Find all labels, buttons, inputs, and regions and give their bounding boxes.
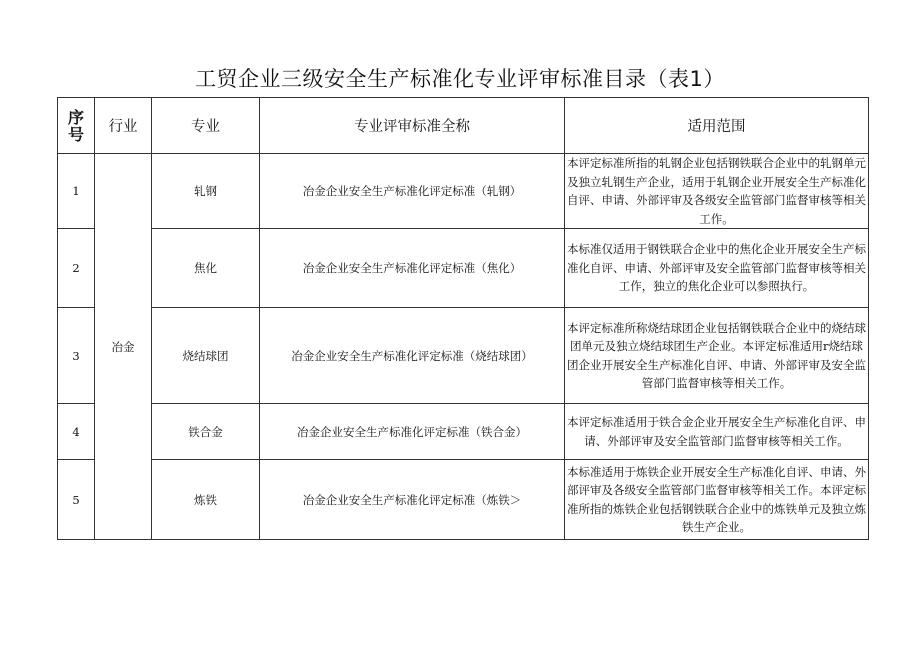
header-standard: 专业评审标准全称	[260, 98, 565, 154]
header-scope: 适用范围	[565, 98, 869, 154]
scope-cell: 本标准仅适用于钢铁联合企业中的焦化企业开展安全生产标准化自评、申请、外部评审及安全监管部门监督审核等相关工作，独立的焦化企业可以参照执行。	[565, 229, 869, 308]
standards-table	[57, 97, 869, 540]
header-specialty: 专业	[152, 98, 260, 154]
scope-cell: 本评定标准适用于铁合金企业开展安全生产标准化自评、申请、外部评审及安全监管部门监督审核等相关工作。	[565, 404, 869, 460]
specialty-cell: 铁合金	[152, 404, 260, 460]
header-industry: 行业	[95, 98, 152, 154]
row-number: 1	[58, 154, 95, 229]
standard-name-cell: 冶金企业安全生产标准化评定标准（轧钢）	[260, 154, 565, 229]
standard-name-cell: 冶金企业安全生产标准化评定标准（焦化）	[260, 229, 565, 308]
table-row	[58, 229, 869, 308]
table-row	[58, 308, 869, 404]
industry-cell: 冶金	[95, 154, 152, 540]
specialty-cell: 烧结球团	[152, 308, 260, 404]
row-number: 5	[58, 460, 95, 540]
row-number: 2	[58, 229, 95, 308]
table-header-row	[58, 98, 869, 154]
standard-name-cell: 冶金企业安全生产标准化评定标准（烧结球团）	[260, 308, 565, 404]
table-row	[58, 460, 869, 540]
header-no	[58, 98, 95, 154]
specialty-cell: 炼铁	[152, 460, 260, 540]
row-number: 4	[58, 404, 95, 460]
row-number: 3	[58, 308, 95, 404]
scope-cell: 本评定标准所称烧结球团企业包括钢铁联合企业中的烧结球团单元及独立烧结球团生产企业。本评定标准适用r烧结球团企业开展安全生产标准化自评、申请、外部评审及安全监管部门监督审核等相关工作。	[565, 308, 869, 404]
scope-cell: 本评定标准所指的轧钢企业包括钢铁联合企业中的轧钢单元及独立轧钢生产企业，适用于轧钢企业开展安全生产标准化自评、申请、外部评审及各级安全监管部门监督审核等相关工作。	[565, 154, 869, 229]
standard-name-cell: 冶金企业安全生产标准化评定标准（炼铁＞	[260, 460, 565, 540]
scope-cell: 本标准适用于炼铁企业开展安全生产标准化自评、申请、外部评审及各级安全监管部门监督审核等相关工作。本评定标准所指的炼铁企业包括钢铁联合企业中的炼铁单元及独立炼铁生产企业。	[565, 460, 869, 540]
table-row	[58, 154, 869, 229]
table-row	[58, 404, 869, 460]
page-title: 工贸企业三级安全生产标准化专业评审标准目录（表1）	[195, 67, 725, 91]
standard-name-cell: 冶金企业安全生产标准化评定标准（铁合金）	[260, 404, 565, 460]
header-no-label: 序号	[67, 107, 84, 144]
specialty-cell: 轧钢	[152, 154, 260, 229]
specialty-cell: 焦化	[152, 229, 260, 308]
